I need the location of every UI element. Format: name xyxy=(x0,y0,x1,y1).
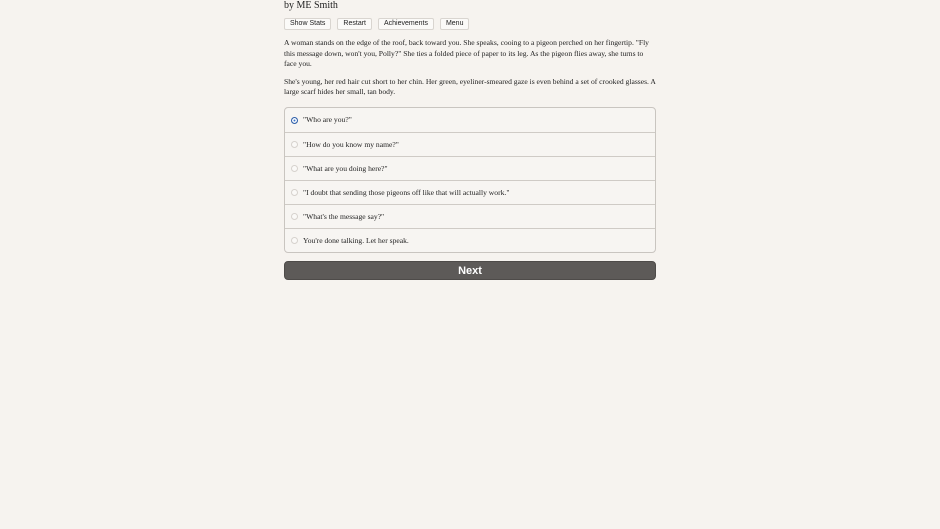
restart-button[interactable]: Restart xyxy=(337,18,372,30)
choice-label: "How do you know my name?" xyxy=(303,139,399,149)
radio-icon[interactable] xyxy=(291,189,298,196)
story-text xyxy=(284,38,656,98)
choice-option[interactable] xyxy=(285,228,655,252)
author-line: by ME Smith xyxy=(284,0,338,11)
choice-label: You're done talking. Let her speak. xyxy=(303,235,409,245)
choice-label: "I doubt that sending those pigeons off like that will actually work." xyxy=(303,187,510,197)
choice-option[interactable] xyxy=(285,108,655,132)
choice-option[interactable] xyxy=(285,204,655,228)
choice-option[interactable] xyxy=(285,132,655,156)
choice-option[interactable] xyxy=(285,180,655,204)
radio-icon[interactable] xyxy=(291,213,298,220)
choice-label: "Who are you?" xyxy=(303,115,352,124)
achievements-button[interactable]: Achievements xyxy=(378,18,434,30)
show-stats-button[interactable]: Show Stats xyxy=(284,18,331,30)
choice-list xyxy=(284,107,656,253)
radio-icon[interactable] xyxy=(291,165,298,172)
choice-label: "What's the message say?" xyxy=(303,211,385,221)
choice-label: "What are you doing here?" xyxy=(303,163,388,173)
next-button[interactable]: Next xyxy=(284,261,656,280)
content-column xyxy=(284,0,656,98)
choice-option[interactable] xyxy=(285,156,655,180)
radio-icon[interactable] xyxy=(291,141,298,148)
story-paragraph: She's young, her red hair cut short to her chin. Her green, eyeliner-smeared gaze is even behind a set of crooked glasses. A large scarf hides her small, tan body. xyxy=(284,76,656,96)
radio-selected-icon[interactable] xyxy=(291,117,298,124)
menu-button[interactable]: Menu xyxy=(440,18,470,30)
story-paragraph: A woman stands on the edge of the roof, back toward you. She speaks, cooing to a pigeon perched on her fingertip. "Fly this message down, won't you, Polly?" She ties a folded piece of paper to its leg. As the pigeon flies away, she turns to face you. xyxy=(284,38,649,68)
radio-icon[interactable] xyxy=(291,237,298,244)
toolbar xyxy=(284,18,656,30)
